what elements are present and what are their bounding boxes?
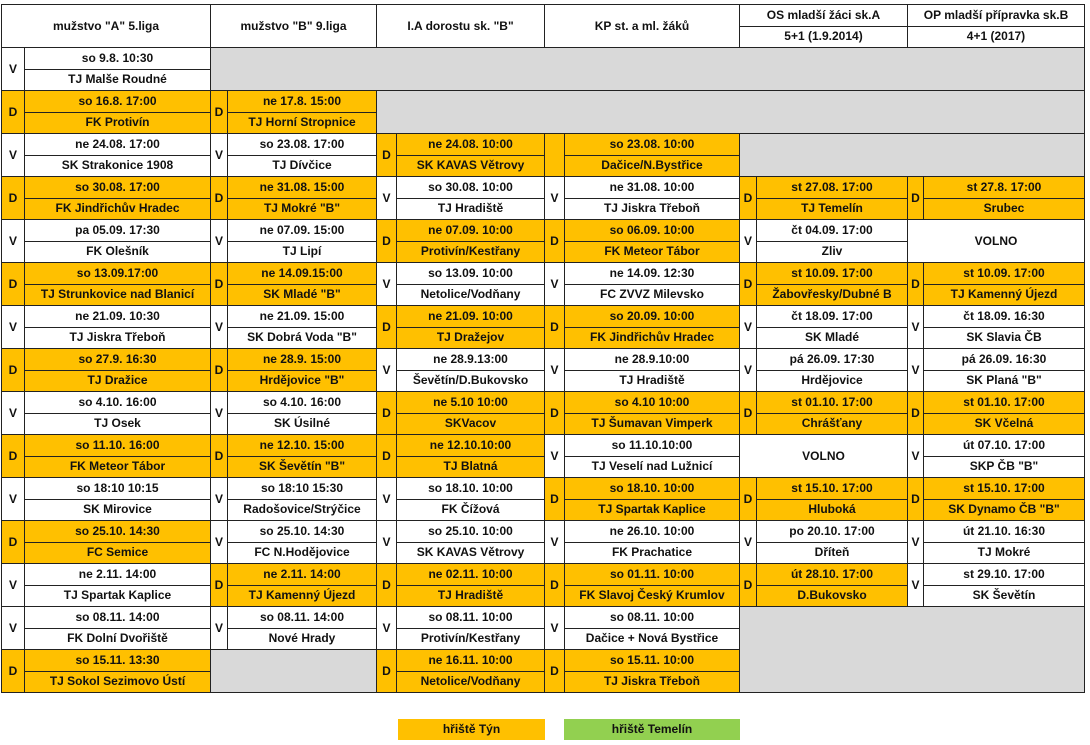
match-opponent: SK Ševětín "B"	[228, 456, 377, 478]
match-opponent: FK Dolní Dvořiště	[25, 628, 211, 650]
match-datetime: so 18:10 10:15	[25, 478, 211, 500]
match-datetime: so 18.10. 10:00	[565, 478, 740, 500]
home-away-marker: D	[211, 263, 228, 306]
match-opponent: TJ Hradiště	[397, 198, 545, 220]
legend-temelin: hřiště Temelín	[564, 719, 740, 740]
match-opponent: Hluboká	[757, 499, 908, 521]
home-away-marker: D	[545, 392, 565, 435]
match-opponent: TJ Hradiště	[565, 370, 740, 392]
home-away-marker: D	[2, 91, 25, 134]
match-opponent: TJ Temelín	[757, 198, 908, 220]
home-away-marker: V	[377, 607, 397, 650]
match-opponent: TJ Osek	[25, 413, 211, 435]
match-datetime: so 11.10.10:00	[565, 435, 740, 457]
home-away-marker: V	[211, 220, 228, 263]
empty-cell	[211, 650, 377, 693]
match-opponent: TJ Kamenný Újezd	[924, 284, 1085, 306]
match-datetime: ne 12.10.10:00	[397, 435, 545, 457]
match-opponent: FK Meteor Tábor	[25, 456, 211, 478]
match-opponent: TJ Dražejov	[397, 327, 545, 349]
home-away-marker: V	[545, 435, 565, 478]
match-datetime: so 08.11. 10:00	[565, 607, 740, 629]
match-datetime: so 4.10. 16:00	[228, 392, 377, 414]
match-datetime: so 4.10. 16:00	[25, 392, 211, 414]
home-away-marker: V	[377, 263, 397, 306]
match-row-top	[2, 392, 1085, 414]
match-opponent: TJ Spartak Kaplice	[25, 585, 211, 607]
match-opponent: Radošovice/Strýčice	[228, 499, 377, 521]
match-opponent: TJ Dívčice	[228, 155, 377, 177]
home-away-marker: D	[908, 392, 924, 435]
match-datetime: st 27.08. 17:00	[757, 177, 908, 199]
match-opponent: TJ Mokré	[924, 542, 1085, 564]
home-away-marker: D	[377, 134, 397, 177]
home-away-marker: D	[211, 91, 228, 134]
match-datetime: so 18:10 15:30	[228, 478, 377, 500]
home-away-marker: V	[545, 521, 565, 564]
match-opponent: Chrášťany	[757, 413, 908, 435]
match-row-top	[2, 564, 1085, 586]
schedule-body	[2, 5, 1085, 693]
match-datetime: ne 2.11. 14:00	[25, 564, 211, 586]
match-opponent: FK Meteor Tábor	[565, 241, 740, 263]
match-opponent: SK Slavia ČB	[924, 327, 1085, 349]
header-op-pripravka: OP mladší přípravka sk.B	[908, 5, 1085, 27]
match-datetime: so 08.11. 10:00	[397, 607, 545, 629]
match-row-top	[2, 607, 1085, 629]
home-away-marker: D	[908, 263, 924, 306]
match-datetime: so 23.08. 17:00	[228, 134, 377, 156]
home-away-marker: D	[211, 349, 228, 392]
match-row-top	[2, 91, 1085, 113]
match-datetime: ne 24.08. 17:00	[25, 134, 211, 156]
match-datetime: ne 07.09. 15:00	[228, 220, 377, 242]
match-opponent: Srubec	[924, 198, 1085, 220]
match-opponent: FK Jindřichův Hradec	[565, 327, 740, 349]
match-opponent: SK Strakonice 1908	[25, 155, 211, 177]
legend-tyn: hřiště Týn	[398, 719, 545, 740]
home-away-marker: D	[211, 177, 228, 220]
home-away-marker: D	[377, 435, 397, 478]
match-datetime: st 15.10. 17:00	[924, 478, 1085, 500]
home-away-marker: D	[740, 263, 757, 306]
match-opponent: SK Ševětín	[924, 585, 1085, 607]
match-row-top	[2, 521, 1085, 543]
match-datetime: čt 04.09. 17:00	[757, 220, 908, 242]
match-datetime: so 18.10. 10:00	[397, 478, 545, 500]
match-opponent: SK Dynamo ČB "B"	[924, 499, 1085, 521]
home-away-marker: V	[908, 564, 924, 607]
home-away-marker: D	[908, 177, 924, 220]
home-away-marker: V	[211, 306, 228, 349]
match-opponent: D.Bukovsko	[757, 585, 908, 607]
header-team-a: mužstvo "A" 5.liga	[2, 5, 211, 48]
match-row-top	[2, 306, 1085, 328]
match-opponent: FK Protivín	[25, 112, 211, 134]
empty-cell	[211, 48, 1085, 91]
volno-cell: VOLNO	[740, 435, 908, 478]
match-datetime: pa 05.09. 17:30	[25, 220, 211, 242]
home-away-marker: D	[2, 435, 25, 478]
home-away-marker: V	[908, 521, 924, 564]
home-away-marker: V	[211, 392, 228, 435]
match-datetime: pá 26.09. 16:30	[924, 349, 1085, 371]
home-away-marker: D	[545, 650, 565, 693]
match-opponent: SK KAVAS Větrovy	[397, 155, 545, 177]
match-opponent: TJ Hradiště	[397, 585, 545, 607]
match-row-top	[2, 349, 1085, 371]
home-away-marker: D	[740, 478, 757, 521]
match-opponent: FK Jindřichův Hradec	[25, 198, 211, 220]
home-away-marker: D	[2, 521, 25, 564]
match-opponent: SK Planá "B"	[924, 370, 1085, 392]
home-away-marker: D	[377, 306, 397, 349]
match-row-top	[2, 220, 1085, 242]
match-opponent: Netolice/Vodňany	[397, 284, 545, 306]
match-datetime: čt 18.09. 17:00	[757, 306, 908, 328]
match-datetime: ne 21.09. 10:00	[397, 306, 545, 328]
home-away-marker: V	[545, 263, 565, 306]
match-opponent: Netolice/Vodňany	[397, 671, 545, 693]
match-opponent: TJ Strunkovice nad Blanicí	[25, 284, 211, 306]
header-dorost: I.A dorostu sk. "B"	[377, 5, 545, 48]
match-row-top	[2, 177, 1085, 199]
match-opponent: TJ Jiskra Třeboň	[25, 327, 211, 349]
home-away-marker: D	[211, 435, 228, 478]
match-opponent: SK Mirovice	[25, 499, 211, 521]
match-opponent: Dříteň	[757, 542, 908, 564]
match-opponent: FK Čížová	[397, 499, 545, 521]
home-away-marker: V	[545, 607, 565, 650]
match-opponent: Dačice + Nová Bystřice	[565, 628, 740, 650]
match-opponent: TJ Šumavan Vimperk	[565, 413, 740, 435]
home-away-marker	[545, 134, 565, 177]
home-away-marker: D	[2, 650, 25, 693]
home-away-marker: D	[545, 306, 565, 349]
match-datetime: ne 26.10. 10:00	[565, 521, 740, 543]
empty-cell	[377, 91, 1085, 134]
match-opponent: Ševětín/D.Bukovsko	[397, 370, 545, 392]
match-opponent: SKVacov	[397, 413, 545, 435]
match-row-top	[2, 478, 1085, 500]
match-datetime: so 13.09. 10:00	[397, 263, 545, 285]
home-away-marker: V	[2, 48, 25, 91]
match-opponent: TJ Jiskra Třeboň	[565, 198, 740, 220]
match-opponent: TJ Lipí	[228, 241, 377, 263]
match-datetime: so 23.08. 10:00	[565, 134, 740, 156]
match-datetime: po 20.10. 17:00	[757, 521, 908, 543]
header-row	[2, 5, 1085, 27]
home-away-marker: D	[740, 392, 757, 435]
match-opponent: Protivín/Kestřany	[397, 241, 545, 263]
home-away-marker: V	[2, 607, 25, 650]
match-datetime: ne 31.08. 15:00	[228, 177, 377, 199]
match-datetime: so 08.11. 14:00	[25, 607, 211, 629]
home-away-marker: V	[377, 177, 397, 220]
match-opponent: Hrdějovice	[757, 370, 908, 392]
match-opponent: Žabovřesky/Dubné B	[757, 284, 908, 306]
match-opponent: TJ Dražice	[25, 370, 211, 392]
match-datetime: ne 14.09.15:00	[228, 263, 377, 285]
match-datetime: st 01.10. 17:00	[924, 392, 1085, 414]
match-opponent: SK Mladé "B"	[228, 284, 377, 306]
match-datetime: st 27.8. 17:00	[924, 177, 1085, 199]
match-datetime: so 30.08. 17:00	[25, 177, 211, 199]
match-datetime: út 07.10. 17:00	[924, 435, 1085, 457]
home-away-marker: V	[2, 220, 25, 263]
match-opponent: TJ Mokré "B"	[228, 198, 377, 220]
schedule-table	[1, 4, 1085, 693]
match-datetime: út 28.10. 17:00	[757, 564, 908, 586]
match-datetime: so 06.09. 10:00	[565, 220, 740, 242]
home-away-marker: V	[211, 521, 228, 564]
home-away-marker: D	[211, 564, 228, 607]
match-datetime: ne 02.11. 10:00	[397, 564, 545, 586]
match-opponent: TJ Jiskra Třeboň	[565, 671, 740, 693]
match-datetime: ne 28.9.13:00	[397, 349, 545, 371]
home-away-marker: V	[2, 306, 25, 349]
home-away-marker: D	[740, 177, 757, 220]
match-row-top	[2, 435, 1085, 457]
home-away-marker: V	[211, 134, 228, 177]
subheader-os-zaci: 5+1 (1.9.2014)	[740, 26, 908, 48]
match-datetime: st 10.09. 17:00	[924, 263, 1085, 285]
home-away-marker: V	[740, 220, 757, 263]
empty-cell	[740, 134, 1085, 177]
match-row-top	[2, 134, 1085, 156]
match-datetime: so 9.8. 10:30	[25, 48, 211, 70]
home-away-marker: D	[2, 263, 25, 306]
home-away-marker: V	[740, 306, 757, 349]
match-datetime: so 01.11. 10:00	[565, 564, 740, 586]
match-opponent: Hrdějovice "B"	[228, 370, 377, 392]
match-datetime: pá 26.09. 17:30	[757, 349, 908, 371]
match-datetime: so 16.8. 17:00	[25, 91, 211, 113]
match-datetime: ne 28.9.10:00	[565, 349, 740, 371]
match-datetime: so 25.10. 14:30	[228, 521, 377, 543]
match-opponent: SK Dobrá Voda "B"	[228, 327, 377, 349]
match-datetime: so 20.09. 10:00	[565, 306, 740, 328]
match-opponent: TJ Veselí nad Lužnicí	[565, 456, 740, 478]
match-opponent: Zliv	[757, 241, 908, 263]
header-os-zaci: OS mladší žáci sk.A	[740, 5, 908, 27]
subheader-op-pripravka: 4+1 (2017)	[908, 26, 1085, 48]
match-datetime: ne 24.08. 10:00	[397, 134, 545, 156]
header-team-b: mužstvo "B" 9.liga	[211, 5, 377, 48]
home-away-marker: V	[908, 306, 924, 349]
match-opponent: SK Mladé	[757, 327, 908, 349]
match-opponent: SKP ČB "B"	[924, 456, 1085, 478]
match-datetime: čt 18.09. 16:30	[924, 306, 1085, 328]
home-away-marker: D	[908, 478, 924, 521]
match-opponent: TJ Sokol Sezimovo Ústí	[25, 671, 211, 693]
match-opponent: FC N.Hodějovice	[228, 542, 377, 564]
match-opponent: Dačice/N.Bystřice	[565, 155, 740, 177]
match-row-top	[2, 48, 1085, 70]
home-away-marker: D	[545, 478, 565, 521]
match-datetime: ne 31.08. 10:00	[565, 177, 740, 199]
home-away-marker: V	[2, 478, 25, 521]
match-opponent: TJ Blatná	[397, 456, 545, 478]
home-away-marker: V	[740, 521, 757, 564]
match-datetime: so 08.11. 14:00	[228, 607, 377, 629]
match-datetime: so 30.08. 10:00	[397, 177, 545, 199]
header-kp-zaci: KP st. a ml. žáků	[545, 5, 740, 48]
match-datetime: ne 28.9. 15:00	[228, 349, 377, 371]
home-away-marker: V	[211, 607, 228, 650]
match-opponent: FK Prachatice	[565, 542, 740, 564]
home-away-marker: V	[377, 478, 397, 521]
home-away-marker: V	[2, 392, 25, 435]
match-datetime: ne 17.8. 15:00	[228, 91, 377, 113]
match-datetime: st 15.10. 17:00	[757, 478, 908, 500]
home-away-marker: V	[377, 521, 397, 564]
match-opponent: FC Semice	[25, 542, 211, 564]
match-opponent: TJ Kamenný Újezd	[228, 585, 377, 607]
home-away-marker: V	[545, 177, 565, 220]
match-datetime: ne 2.11. 14:00	[228, 564, 377, 586]
home-away-marker: D	[377, 392, 397, 435]
match-datetime: ne 5.10 10:00	[397, 392, 545, 414]
match-opponent: SK Včelná	[924, 413, 1085, 435]
home-away-marker: D	[545, 564, 565, 607]
match-opponent: TJ Malše Roudné	[25, 69, 211, 91]
match-row-top	[2, 263, 1085, 285]
home-away-marker: V	[908, 435, 924, 478]
match-datetime: ne 21.09. 10:30	[25, 306, 211, 328]
match-opponent: Nové Hrady	[228, 628, 377, 650]
match-datetime: so 27.9. 16:30	[25, 349, 211, 371]
match-datetime: so 25.10. 14:30	[25, 521, 211, 543]
match-datetime: ne 12.10. 15:00	[228, 435, 377, 457]
volno-cell: VOLNO	[908, 220, 1085, 263]
match-datetime: st 10.09. 17:00	[757, 263, 908, 285]
match-opponent: SK Úsilné	[228, 413, 377, 435]
home-away-marker: D	[2, 349, 25, 392]
home-away-marker: D	[2, 177, 25, 220]
home-away-marker: D	[377, 650, 397, 693]
match-datetime: so 11.10. 16:00	[25, 435, 211, 457]
match-opponent: FK Olešník	[25, 241, 211, 263]
home-away-marker: V	[377, 349, 397, 392]
home-away-marker: V	[211, 478, 228, 521]
home-away-marker: V	[2, 564, 25, 607]
match-datetime: st 01.10. 17:00	[757, 392, 908, 414]
match-datetime: ne 16.11. 10:00	[397, 650, 545, 672]
match-datetime: ne 21.09. 15:00	[228, 306, 377, 328]
match-datetime: so 4.10 10:00	[565, 392, 740, 414]
home-away-marker: V	[740, 349, 757, 392]
match-opponent: Protivín/Kestřany	[397, 628, 545, 650]
empty-cell	[740, 607, 1085, 693]
home-away-marker: D	[377, 220, 397, 263]
match-datetime: ne 14.09. 12:30	[565, 263, 740, 285]
match-opponent: SK KAVAS Větrovy	[397, 542, 545, 564]
home-away-marker: V	[2, 134, 25, 177]
match-datetime: st 29.10. 17:00	[924, 564, 1085, 586]
match-datetime: so 15.11. 10:00	[565, 650, 740, 672]
match-datetime: so 13.09.17:00	[25, 263, 211, 285]
home-away-marker: D	[545, 220, 565, 263]
match-datetime: so 15.11. 13:30	[25, 650, 211, 672]
match-opponent: TJ Horní Stropnice	[228, 112, 377, 134]
match-datetime: so 25.10. 10:00	[397, 521, 545, 543]
home-away-marker: D	[377, 564, 397, 607]
match-opponent: FK Slavoj Český Krumlov	[565, 585, 740, 607]
match-opponent: TJ Spartak Kaplice	[565, 499, 740, 521]
match-datetime: út 21.10. 16:30	[924, 521, 1085, 543]
home-away-marker: D	[740, 564, 757, 607]
match-opponent: FC ZVVZ Milevsko	[565, 284, 740, 306]
match-datetime: ne 07.09. 10:00	[397, 220, 545, 242]
home-away-marker: V	[545, 349, 565, 392]
home-away-marker: V	[908, 349, 924, 392]
